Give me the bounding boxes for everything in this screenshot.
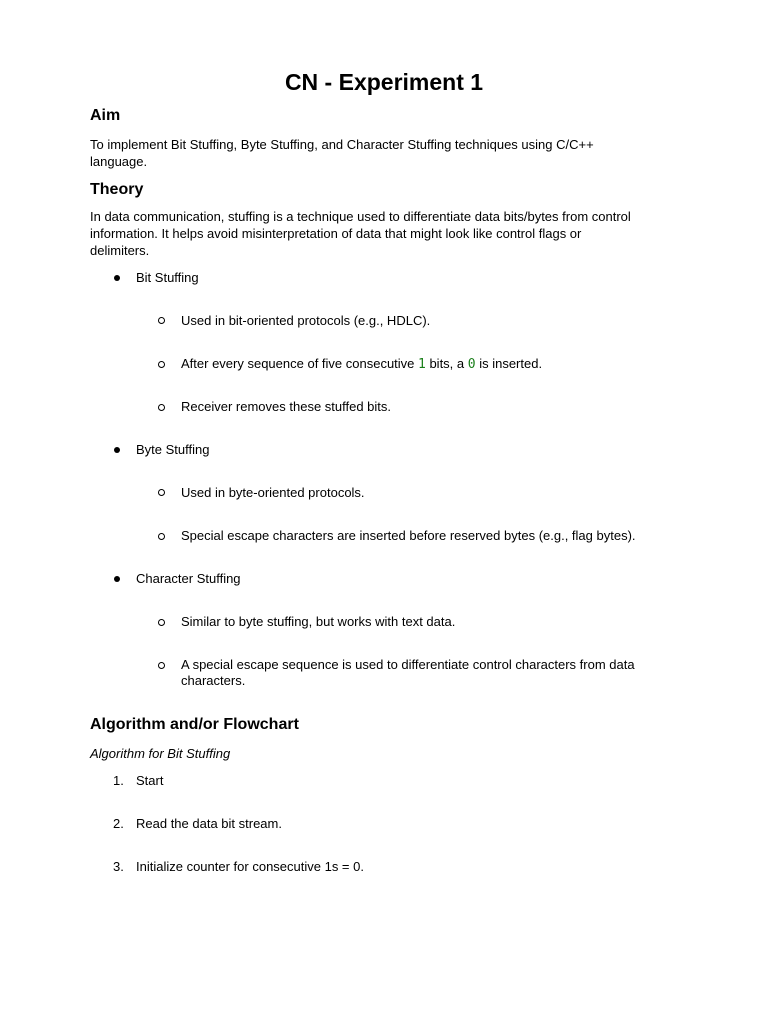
algorithm-heading: Algorithm and/or Flowchart [90,716,299,733]
bullet-icon [114,275,120,281]
theory-line-1: In data communication, stuffing is a technique used to differentiate data bits/bytes from control [90,209,631,224]
step-number: 3. [113,859,124,874]
char-stuffing-point-2-line-2: characters. [181,673,246,688]
bit-stuffing-label: Bit Stuffing [136,270,199,285]
highlight-one: 1 [418,357,426,372]
sub-bullet-icon [158,533,165,540]
char-stuffing-point-2-line-1: A special escape sequence is used to differentiate control characters from data [181,657,635,672]
char-stuffing-point-1: Similar to byte stuffing, but works with text data. [181,614,456,629]
algorithm-subheading: Algorithm for Bit Stuffing [90,746,231,761]
aim-heading: Aim [90,107,121,124]
byte-stuffing-point-1: Used in byte-oriented protocols. [181,485,365,500]
bit-stuffing-point-2 [181,356,542,372]
sub-bullet-icon [158,662,165,669]
sub-bullet-icon [158,317,165,324]
bullet-icon [114,447,120,453]
point-2-text-c: is inserted. [475,356,543,371]
theory-heading: Theory [90,181,144,198]
step-number: 2. [113,816,124,831]
step-text: Read the data bit stream. [136,816,282,831]
highlight-zero: 0 [467,357,476,372]
sub-bullet-icon [158,489,165,496]
bit-stuffing-point-1: Used in bit-oriented protocols (e.g., HDLC). [181,313,431,328]
char-stuffing-label: Character Stuffing [136,571,241,586]
step-number: 1. [113,773,124,788]
point-2-text-a: After every sequence of five consecutive [181,356,419,371]
byte-stuffing-label: Byte Stuffing [136,442,210,457]
document-title: CN - Experiment 1 [284,69,484,95]
step-text: Start [136,773,164,788]
step-text: Initialize counter for consecutive 1s = 0. [136,859,364,874]
sub-bullet-icon [158,404,165,411]
byte-stuffing-point-2: Special escape characters are inserted before reserved bytes (e.g., flag bytes). [181,528,636,543]
bullet-icon [114,576,120,582]
sub-bullet-icon [158,619,165,626]
aim-line-2: language. [90,154,148,169]
aim-line-1: To implement Bit Stuffing, Byte Stuffing, and Character Stuffing techniques using C/C++ [90,137,594,152]
bit-stuffing-point-3: Receiver removes these stuffed bits. [181,399,392,414]
point-2-text-b: bits, a [425,356,468,371]
sub-bullet-icon [158,361,165,368]
theory-line-3: delimiters. [90,243,150,258]
theory-line-2: information. It helps avoid misinterpretation of data that might look like control flags or [90,226,582,241]
